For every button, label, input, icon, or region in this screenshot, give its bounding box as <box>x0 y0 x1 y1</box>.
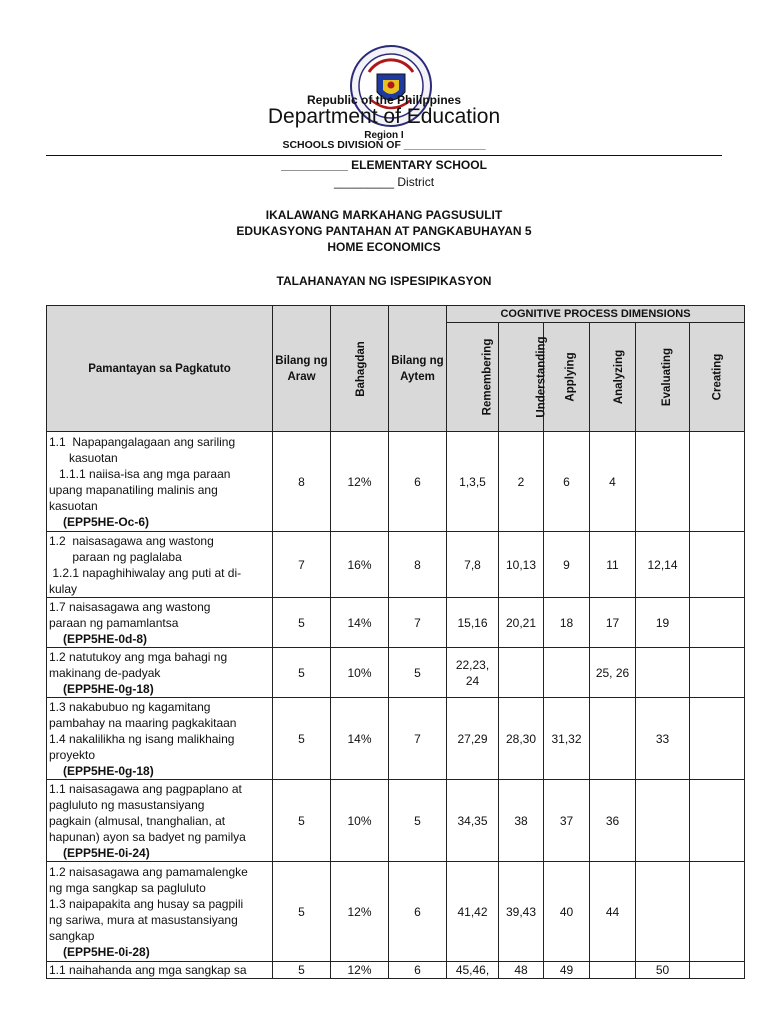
evaluating-cell <box>636 432 690 532</box>
header-items: Bilang ng Aytem <box>389 306 447 432</box>
remembering-cell: 15,16 <box>447 598 499 648</box>
analyzing-cell: 36 <box>590 780 636 862</box>
header-days: Bilang ng Araw <box>273 306 331 432</box>
understanding-cell: 2 <box>499 432 544 532</box>
competency-line: pagluluto ng masustansiyang <box>49 797 205 812</box>
items-cell: 6 <box>389 432 447 532</box>
table-row <box>47 962 745 979</box>
applying-cell: 40 <box>544 862 590 962</box>
days-cell: 5 <box>273 598 331 648</box>
understanding-cell: 38 <box>499 780 544 862</box>
applying-cell: 31,32 <box>544 698 590 780</box>
remembering-cell: 7,8 <box>447 532 499 598</box>
items-cell: 8 <box>389 532 447 598</box>
evaluating-cell <box>636 648 690 698</box>
competency-line: 1.2 natutukoy ang mga bahagi ng <box>49 649 228 664</box>
competency-line: 1.1.1 naiisa-isa ang mga paraan <box>49 466 231 481</box>
days-cell: 5 <box>273 648 331 698</box>
creating-cell <box>690 698 745 780</box>
header-percent <box>331 306 389 432</box>
percent-cell: 10% <box>331 648 389 698</box>
remembering-cell: 34,35 <box>447 780 499 862</box>
applying-cell: 37 <box>544 780 590 862</box>
remembering-cell: 41,42 <box>447 862 499 962</box>
items-cell: 5 <box>389 648 447 698</box>
header-applying-label: Applying <box>564 352 577 402</box>
header-remembering-label: Remembering <box>481 338 494 416</box>
header-understanding <box>499 323 548 432</box>
applying-cell: 9 <box>544 532 590 598</box>
competency-line: proyekto <box>49 747 96 762</box>
creating-cell <box>690 648 745 698</box>
competency-code: (EPP5HE-0i-24) <box>63 845 150 860</box>
understanding-cell: 39,43 <box>499 862 544 962</box>
header-analyzing-label: Analyzing <box>613 349 626 405</box>
competency-line: makinang de-padyak <box>49 665 161 680</box>
competency-cell <box>47 698 273 780</box>
competency-code: (EPP5HE-Oc-6) <box>63 514 150 529</box>
competency-line: 1.2 naisasagawa ang pamamalengke <box>49 864 248 879</box>
evaluating-cell: 12,14 <box>636 532 690 598</box>
creating-cell <box>690 962 745 979</box>
competency-line: 1.1 Napapangalagaan ang sariling <box>49 434 236 449</box>
evaluating-cell <box>636 862 690 962</box>
applying-cell <box>544 648 590 698</box>
remembering-cell: 1,3,5 <box>447 432 499 532</box>
header-evaluating <box>636 323 690 432</box>
creating-cell <box>690 862 745 962</box>
applying-cell: 49 <box>544 962 590 979</box>
competency-cell <box>47 432 273 532</box>
competency-line: 1.2 naisasagawa ang wastong <box>49 533 214 548</box>
header-evaluating-label: Evaluating <box>661 347 674 407</box>
creating-cell <box>690 780 745 862</box>
header-analyzing <box>590 323 636 432</box>
competency-line: kulay <box>49 581 78 596</box>
table-row <box>47 698 745 780</box>
header-percent-label: Bahagdan <box>354 340 367 397</box>
percent-cell: 12% <box>331 962 389 979</box>
percent-cell: 10% <box>331 780 389 862</box>
header-remembering <box>447 323 499 432</box>
days-cell: 5 <box>273 962 331 979</box>
competency-code: (EPP5HE-0g-18) <box>63 681 154 696</box>
competency-line: 1.7 naisasagawa ang wastong <box>49 599 211 614</box>
header-competency: Pamantayan sa Pagkatuto <box>47 306 273 432</box>
region-label: Region I <box>364 130 404 141</box>
creating-cell <box>690 532 745 598</box>
competency-line: 1.3 naipapakita ang husay sa pagpili <box>49 896 244 911</box>
evaluating-cell: 33 <box>636 698 690 780</box>
understanding-cell: 28,30 <box>499 698 544 780</box>
creating-cell <box>690 432 745 532</box>
competency-line: upang mapanatiling malinis ang <box>49 482 218 497</box>
competency-line: kasuotan <box>49 498 98 513</box>
competency-code: (EPP5HE-0d-8) <box>63 631 148 646</box>
analyzing-cell: 44 <box>590 862 636 962</box>
header-creating <box>690 323 745 432</box>
applying-cell: 6 <box>544 432 590 532</box>
percent-cell: 12% <box>331 432 389 532</box>
competency-cell <box>47 862 273 962</box>
percent-cell: 14% <box>331 698 389 780</box>
items-cell: 7 <box>389 698 447 780</box>
specification-table <box>46 305 745 979</box>
items-cell: 5 <box>389 780 447 862</box>
competency-line: kasuotan <box>49 450 118 465</box>
items-cell: 6 <box>389 862 447 962</box>
subject-title: EDUKASYONG PANTAHAN AT PANGKABUHAYAN 5 <box>236 224 532 238</box>
understanding-cell: 48 <box>499 962 544 979</box>
table-row <box>47 532 745 598</box>
analyzing-cell: 25, 26 <box>590 648 636 698</box>
competency-cell <box>47 532 273 598</box>
republic-label: Republic of the Philippines <box>306 93 461 107</box>
competency-line: 1.1 naihahanda ang mga sangkap sa <box>49 963 247 977</box>
analyzing-cell: 4 <box>590 432 636 532</box>
remembering-cell: 45,46, <box>447 962 499 979</box>
header-cognitive-dimensions: COGNITIVE PROCESS DIMENSIONS <box>447 306 745 323</box>
competency-code: (EPP5HE-0g-18) <box>63 763 154 778</box>
tos-title: TALAHANAYAN NG ISPESIPIKASYON <box>276 274 492 288</box>
header-understanding-label: Understanding <box>535 336 548 418</box>
applying-cell: 18 <box>544 598 590 648</box>
competency-line: pambahay na maaring pagkakitaan <box>49 715 237 730</box>
analyzing-cell: 17 <box>590 598 636 648</box>
days-cell: 5 <box>273 862 331 962</box>
table-row <box>47 432 745 532</box>
table-body <box>47 432 745 979</box>
competency-cell <box>47 780 273 862</box>
competency-line: 1.2.1 napaghihiwalay ang puti at di- <box>49 565 242 580</box>
analyzing-cell <box>590 962 636 979</box>
header-divider <box>46 155 722 156</box>
division-label: SCHOOLS DIVISION OF ______________ <box>282 139 486 151</box>
days-cell: 5 <box>273 780 331 862</box>
competency-line: 1.3 nakabubuo ng kagamitang <box>49 699 211 714</box>
competency-cell <box>47 648 273 698</box>
remembering-cell: 22,23, 24 <box>447 648 499 698</box>
competency-line: hapunan) ayon sa badyet ng pamilya <box>49 829 246 844</box>
competency-line: pagkain (almusal, tnanghalian, at <box>49 813 226 828</box>
table-row <box>47 862 745 962</box>
department-title: Department of Education <box>267 105 501 128</box>
items-cell: 6 <box>389 962 447 979</box>
competency-line: 1.1 naisasagawa ang pagpaplano at <box>49 781 242 796</box>
table-row <box>47 648 745 698</box>
competency-line: ng mga sangkap sa pagluluto <box>49 880 206 895</box>
competency-code: (EPP5HE-0i-28) <box>63 944 150 959</box>
understanding-cell <box>499 648 544 698</box>
exam-title: IKALAWANG MARKAHANG PAGSUSULIT <box>265 208 503 222</box>
items-cell: 7 <box>389 598 447 648</box>
percent-cell: 16% <box>331 532 389 598</box>
competency-cell <box>47 962 273 979</box>
school-label: __________ ELEMENTARY SCHOOL <box>281 158 487 172</box>
percent-cell: 12% <box>331 862 389 962</box>
remembering-cell: 27,29 <box>447 698 499 780</box>
competency-cell <box>47 598 273 648</box>
days-cell: 7 <box>273 532 331 598</box>
header-creating-label: Creating <box>711 353 723 401</box>
creating-cell <box>690 598 745 648</box>
understanding-cell: 20,21 <box>499 598 544 648</box>
table-row <box>47 780 745 862</box>
competency-line: paraan ng pamamlantsa <box>49 615 179 630</box>
header-applying <box>544 323 590 432</box>
competency-line: paraan ng paglalaba <box>49 549 182 564</box>
understanding-cell: 10,13 <box>499 532 544 598</box>
evaluating-cell: 19 <box>636 598 690 648</box>
analyzing-cell: 11 <box>590 532 636 598</box>
days-cell: 5 <box>273 698 331 780</box>
competency-line: sangkap <box>49 928 95 943</box>
percent-cell: 14% <box>331 598 389 648</box>
table-row <box>47 598 745 648</box>
strand-title: HOME ECONOMICS <box>327 240 441 254</box>
evaluating-cell <box>636 780 690 862</box>
district-label: _________ District <box>333 175 435 189</box>
evaluating-cell: 50 <box>636 962 690 979</box>
days-cell: 8 <box>273 432 331 532</box>
competency-line: 1.4 nakalilikha ng isang malikhaing <box>49 731 235 746</box>
competency-line: ng sariwa, mura at masustansiyang <box>49 912 238 927</box>
analyzing-cell <box>590 698 636 780</box>
